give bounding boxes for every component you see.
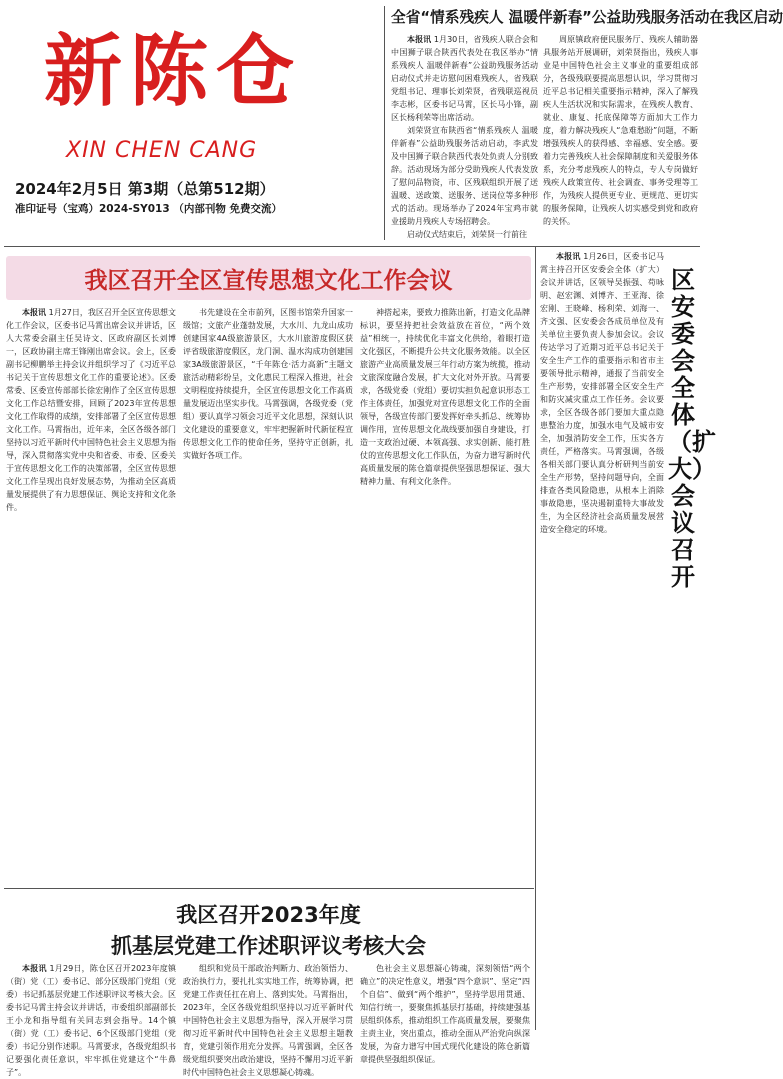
second-article-col2 xyxy=(183,962,353,1077)
right-top-divider xyxy=(535,246,700,247)
top-article-col1-p2: 刘荣贤宣布陕西省“情系残疾人 温暖伴新春”公益助残服务活动启动，李武发及中国狮子联合陕西代表处负责人分别致辞。活动现场为部分受助残疾人代表发放了慰问品物资，市、区残联组织开展了送温暖、送政策、送服务、送岗位等多种形式的活动。现场举办了2024年宝鸡市就业援助月残疾人专场招聘会。 xyxy=(391,126,538,226)
masthead-divider xyxy=(384,6,385,240)
second-article-col3 xyxy=(360,962,530,1064)
second-article-title-line1: 我区召开2023年度 xyxy=(176,903,361,927)
top-article-lead: 本报讯 xyxy=(407,35,432,44)
main-article-col2-text: 书先建设在全市前列，区图书馆荣升国家一级馆；文旅产业蓬勃发展，大水川、九龙山成功创建国家4A级旅游景区，大水川旅游度假区获评省级旅游度假区，龙门洞、温水沟成功创建国家3A级旅游景区，“千年陈仓·活力高新”主题文旅活动精彩纷呈，文化惠民工程深入推进，社会文明程度持续提升，全区宣传思想文化工作高质量发展迈出坚实步伐。马霄强调，各级党委（党组）要认真学习领会习近平文化思想，深刻认识文化建设的重要意义，牢牢把握新时代新征程宣传思想文化工作的使命任务，坚持守正创新，扎实做好各项工作。 xyxy=(183,308,353,460)
issue-date-line: 2024年2月5日 第3期（总第512期） xyxy=(15,180,275,198)
top-article-col2-text: 周原镇政府便民服务厅、残疾人辅助器具服务站开展调研，刘荣贤指出，残疾人事业是中国特色社会主义事业的重要组成部分，各级残联要提高思想认识，学习贯彻习近平总书记相关重要指示精神，深入了解残疾人生活状况和实际需求，在残疾人教育、就业、康复、托底保障等方面加大工作力度，着力解决残疾人“急难愁盼”问题，不断增强残疾人的获得感、幸福感、安全感。要着力完善残疾人社会保障制度和关爱服务体系，充分考虑残疾人的特点，专人专岗做好残疾人政策宣传、社会调查、事务受理等工作，为残疾人提供更专业、更规范、更切实的服务保障，让残疾人切实感受到党和政府的关怀。 xyxy=(543,35,698,226)
second-article-col2-text: 组织和党员干部政治判断力、政治领悟力、政治执行力，要扎扎实实地工作，统筹协调，把党建工作责任扛在肩上、落到实处。马霄指出，2023年，全区各级党组织坚持以习近平新时代中国特色社会主义思想为指导，深入开展学习贯彻习近平新时代中国特色社会主义思想主题教育，党建引领作用充分发挥。马霄强调，全区各级党组织要突出政治建设，坚持不懈用习近平新时代中国特色社会主义思想凝心铸魂。 xyxy=(183,964,353,1077)
top-article-col1-p3: 启动仪式结束后，刘荣贤一行前往 xyxy=(407,230,527,239)
main-article-col1 xyxy=(6,306,176,882)
main-article-col3 xyxy=(360,306,530,882)
main-article-col1-text: 1月27日，我区召开全区宣传思想文化工作会议，区委书记马霄出席会议并讲话，区人大常委会副主任吴诗文、区政府副区长刘博一，区政协副主席王锋刚出席会议。会上，区委副书记柳鹏举主持会议并组织学习了《习近平总书记关于宣传思想文化工作的重要论述》。区委常委、区委宣传部部长徐宏刚作了全区宣传思想文化工作总结暨安排，回顾了2023年宣传思想文化工作取得的成绩，安排部署了全区宣传思想文化工作。马霄指出，近年来，全区各级各部门坚持以习近平新时代中国特色社会主义思想为指导，深入贯彻落实党中央和省委、市委、区委关于宣传思想文化工作的决策部署，全区宣传思想文化工作呈现出良好发展态势，为推动全区高质量发展提供了有力思想保证、舆论支持和文化条件。 xyxy=(6,308,176,512)
top-section-divider xyxy=(4,246,536,247)
right-article-lead: 本报讯 xyxy=(556,252,581,261)
middle-section-divider xyxy=(4,888,534,889)
masthead xyxy=(4,14,380,164)
permit-line: 准印证号（宝鸡）2024-SY013 （内部刊物 免费交流） xyxy=(15,203,282,215)
top-article-col2 xyxy=(543,33,698,233)
masthead-logo: 新陈仓 xyxy=(44,26,303,117)
top-article-col1-text: 1月30日，省残疾人联合会和中国狮子联合陕西代表处在我区举办“情系残疾人 温暖伴新春”公益助残服务活动启动仪式并走访慰问困难残疾人，省残联党组书记、理事长刘荣贤，省残联巡视员李志彬，区委书记马霄，区长马小锋，副区长杨利荣等出席活动。 xyxy=(391,35,539,122)
right-column-divider xyxy=(535,246,536,1030)
second-article-col3-text: 色社会主义思想凝心铸魂，深刻领悟“两个确立”的决定性意义，增强“四个意识”、坚定“四个自信”、做到“两个维护”，坚持学思用贯通、知信行统一，要聚焦抓基层打基础，持续建强基层组织体系，推动组织工作高质量发展，要聚焦主责主业，突出重点，推动全面从严治党向纵深发展，为奋力谱写中国式现代化建设的陈仓新篇章提供坚强组织保证。 xyxy=(360,964,530,1064)
second-article-lead: 本报讯 xyxy=(22,964,47,973)
main-article-lead: 本报讯 xyxy=(22,308,47,317)
top-article-headline: 全省“情系残疾人 温暖伴新春”公益助残服务活动在我区启动 xyxy=(391,8,783,26)
second-article-col1 xyxy=(6,962,177,1077)
second-article-col1-text: 1月29日，陈仓区召开2023年度镇（街）党（工）委书记、部分区级部门党组（党委）书记抓基层党建工作述职评议考核大会。区委书记马霄主持会议并讲话，市委组织部副部长王小龙和指导组有关同志到会指导。14个镇（街）党（工）委书记、6个区级部门党组（党委）书记分别作述职。马霄要求，各级党组织书记要强化责任意识，牢牢抓住党建这个“牛鼻子”。 xyxy=(6,964,177,1077)
second-article-title-line2: 抓基层党建工作述职评议考核大会 xyxy=(111,934,426,958)
main-article-banner xyxy=(6,256,531,300)
top-article-col1 xyxy=(391,33,539,239)
right-article-text xyxy=(540,250,664,1028)
main-article-col2 xyxy=(183,306,353,882)
right-article-vertical-title: 区安委会全体（扩大）会议召开 xyxy=(668,265,716,591)
main-article-headline: 我区召开全区宣传思想文化工作会议 xyxy=(84,268,453,294)
right-article-body: 1月26日，区委书记马霄主持召开区安委会全体（扩大）会议并讲话，区领导吴振强、苟咏明、赵宏渊、刘博齐、王亚海、徐宏刚、王晓峰、杨利荣、刘海一、齐文强、区安委会各成员单位及有关单位主要负责人参加会议。会议传达学习了近期习近平总书记关于安全生产工作的重要指示和省市主要领导批示精神，通报了当前安全生产形势，安排部署全区安全生产和防灾减灾重点工作任务。会议要求，全区各级各部门要加大重点隐患整治力度，加强水电气及城市安全，加强消防安全工作，压实各方责任，严格落实。马霄强调，各级各相关部门要认真分析研判当前安全生产形势，坚持问题导向，全面排查各类风险隐患，从根本上消除事故隐患，坚决遏制重特大事故发生，为全区经济社会高质量发展营造安全稳定的环境。 xyxy=(540,252,665,534)
masthead-pinyin: XIN CHEN CANG xyxy=(66,138,258,163)
main-article-col3-text: 神搭起来，要致力推陈出新，打造文化品牌标识，要坚持把社会效益放在首位，“两个效益”相统一，持续优化丰富文化供给，着眼打造文化强区，不断提升公共文化服务效能。以全区旅游产业高质量发展三年行动方案为统揽，推动文旅深度融合发展，扩大文化对外开放。马霄要求，各级党委（党组）要切实担负起意识形态工作主体责任，加强党对宣传思想文化工作的全面领导，各级宣传部门要发挥好牵头抓总、统筹协调作用，宣传思想文化战线要加强自身建设，打造一支政治过硬、本领高强、求实创新、能打胜仗的宣传思想文化工作队伍，为奋力谱写新时代高质量发展的陈仓篇章提供坚强思想保证、强大精神力量、有利文化条件。 xyxy=(360,308,530,486)
